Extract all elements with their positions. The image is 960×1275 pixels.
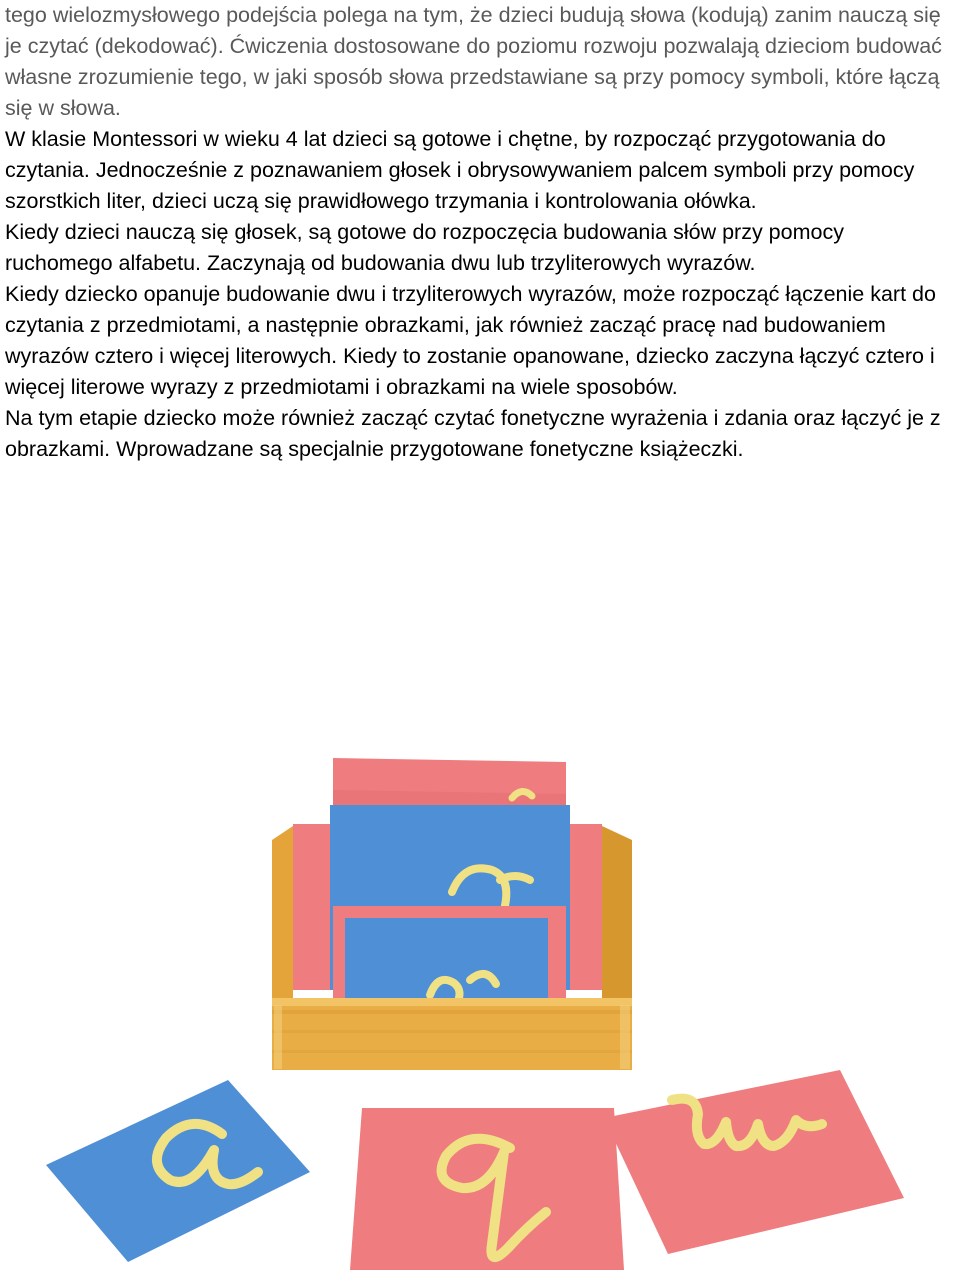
document-body (5, 0, 955, 465)
front-blue-card (345, 918, 548, 1005)
paragraph-3: Kiedy dzieci nauczą się głosek, są gotowe do rozpoczęcia budowania słów przy pomocy ruchomego alfabetu. Zaczynają od budowania dwu lub trzyliterowych wyrazów. (5, 220, 844, 275)
blue-card-a (46, 1080, 310, 1262)
paragraph-5: Na tym etapie dziecko może również zacząć czytać fonetyczne wyrażenia i zdania oraz łączyć je z obrazkami. Wprowadzane są specjalnie przygotowane fonetyczne książeczki. (5, 406, 941, 461)
sandpaper-letters-illustration (0, 650, 960, 1270)
pink-card-q (350, 1108, 624, 1270)
paragraph-1: tego wielozmysłowego podejścia polega na tym, że dzieci budują słowa (kodują) zanim nauczą się je czytać (dekodować). Ćwiczenia dostosowane do poziomu rozwoju pozwalają dzieciom budować własne zrozumienie tego, w jaki sposób słowa przedstawiane są przy pomocy symboli, które łączą się w słowa. (5, 3, 942, 120)
paragraph-2: W klasie Montessori w wieku 4 lat dzieci są gotowe i chętne, by rozpocząć przygotowania do czytania. Jednocześnie z poznawaniem głosek i obrysowywaniem palcem symboli przy pomocy szorstkich liter, dzieci uczą się prawidłowego trzymania i kontrolowania ołówka. (5, 127, 915, 213)
pink-card-w (604, 1070, 904, 1254)
sandpaper-letters-photo (0, 650, 960, 1270)
paragraph-4: Kiedy dziecko opanuje budowanie dwu i trzyliterowych wyrazów, może rozpocząć łączenie kart do czytania z przedmiotami, a następnie obrazkami, jak również zacząć pracę nad budowaniem wyrazów cztero i więcej literowych. Kiedy to zostanie opanowane, dziecko zaczyna łączyć cztero i więcej literowe wyrazy z przedmiotami i obrazkami na wiele sposobów. (5, 282, 936, 399)
